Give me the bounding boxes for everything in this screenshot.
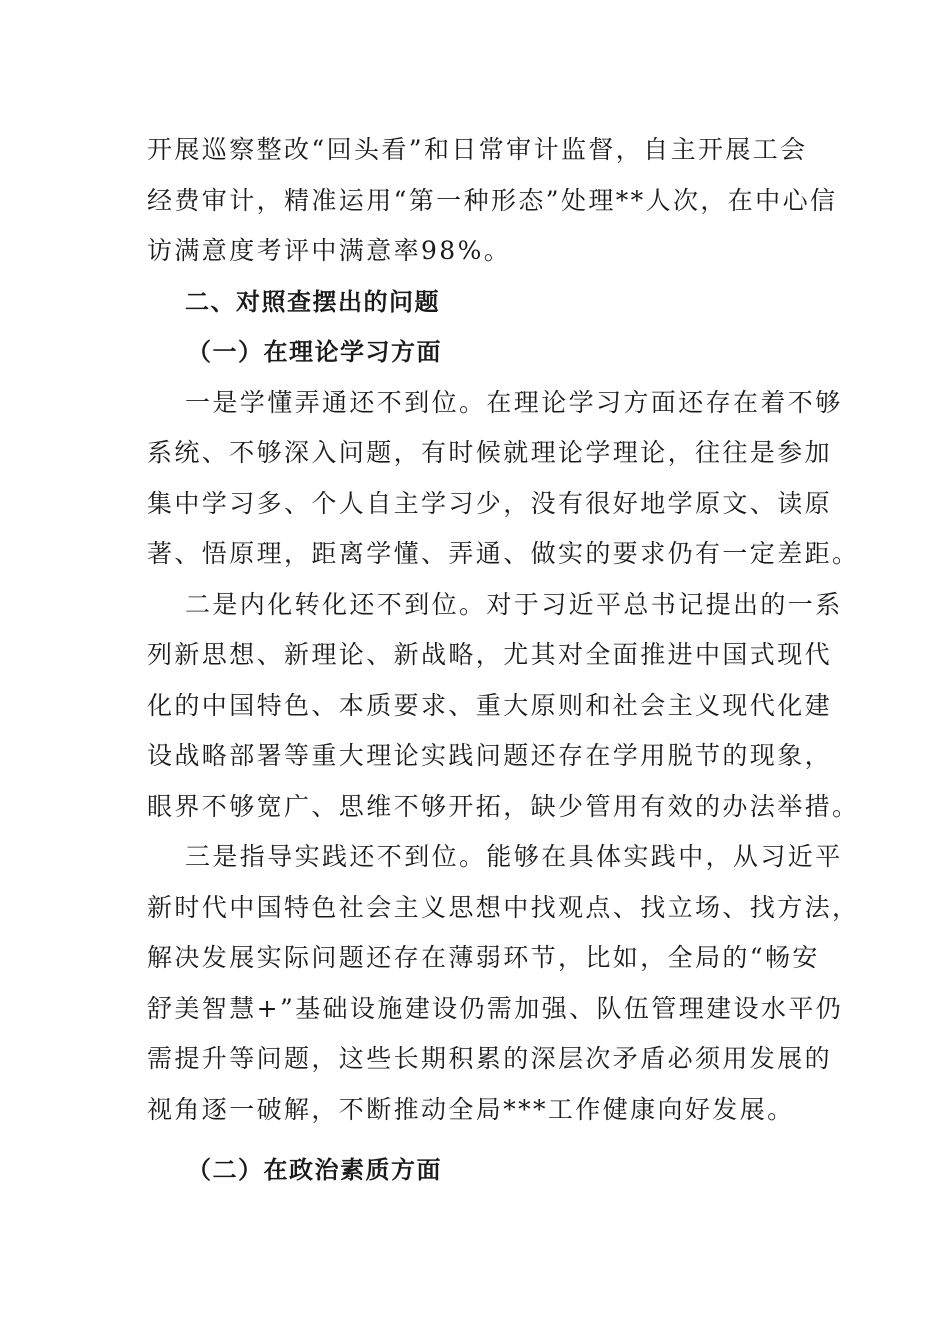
paragraph-2-line: 化的中国特色、本质要求、重大原则和社会主义现代化建 xyxy=(147,690,833,720)
paragraph-3-line: 舒美智慧+”基础设施建设仍需加强、队伍管理建设水平仍 xyxy=(147,993,844,1023)
spacer xyxy=(147,1135,807,1145)
paragraph-2-line: 列新思想、新理论、新战略，尤其对全面推进中国式现代 xyxy=(147,640,833,669)
paragraph-2-line: 设战略部署等重大理论实践问题还存在学用脱节的现象， xyxy=(147,741,833,770)
paragraph-1-line: 系统、不够深入问题，有时候就理论学理论，往往是参加 xyxy=(147,438,833,467)
paragraph-3-line: 视角逐一破解，不断推动全局***工作健康向好发展。 xyxy=(147,1094,795,1124)
subsection-heading-theory: （一）在理论学习方面 xyxy=(187,338,442,366)
body-text-line: 访满意度考评中满意率98%。 xyxy=(147,236,512,265)
paragraph-3-line: 新时代中国特色社会主义思想中找观点、找立场、找方法， xyxy=(147,892,860,922)
paragraph-3-line: 解决发展实际问题还存在薄弱环节，比如，全局的“畅安 xyxy=(147,943,820,972)
paragraph-3-line: 三是指导实践还不到位。能够在具体实践中，从习近平 xyxy=(185,842,843,871)
paragraph-2-line: 眼界不够宽广、思维不够开拓，缺少管用有效的办法举措。 xyxy=(147,791,860,821)
paragraph-2-line: 二是内化转化还不到位。对于习近平总书记提出的一系 xyxy=(185,589,843,619)
paragraph-3-line: 需提升等问题，这些长期积累的深层次矛盾必须用发展的 xyxy=(147,1044,833,1073)
document-body xyxy=(147,125,860,1196)
body-text-line: 经费审计，精准运用“第一种形态”处理**人次，在中心信 xyxy=(147,185,838,215)
section-heading: 二、对照查摆出的问题 xyxy=(185,287,440,316)
paragraph-1-line: 著、悟原理，距离学懂、弄通、做实的要求仍有一定差距。 xyxy=(147,539,860,568)
paragraph-1-line: 一是学懂弄通还不到位。在理论学习方面还存在着不够 xyxy=(185,387,843,417)
body-text-line: 开展巡察整改“回头看”和日常审计监督，自主开展工会 xyxy=(147,135,808,164)
subsection-heading-political: （二）在政治素质方面 xyxy=(187,1156,442,1184)
paragraph-1-line: 集中学习多、个人自主学习少，没有很好地学原文、读原 xyxy=(147,488,833,518)
